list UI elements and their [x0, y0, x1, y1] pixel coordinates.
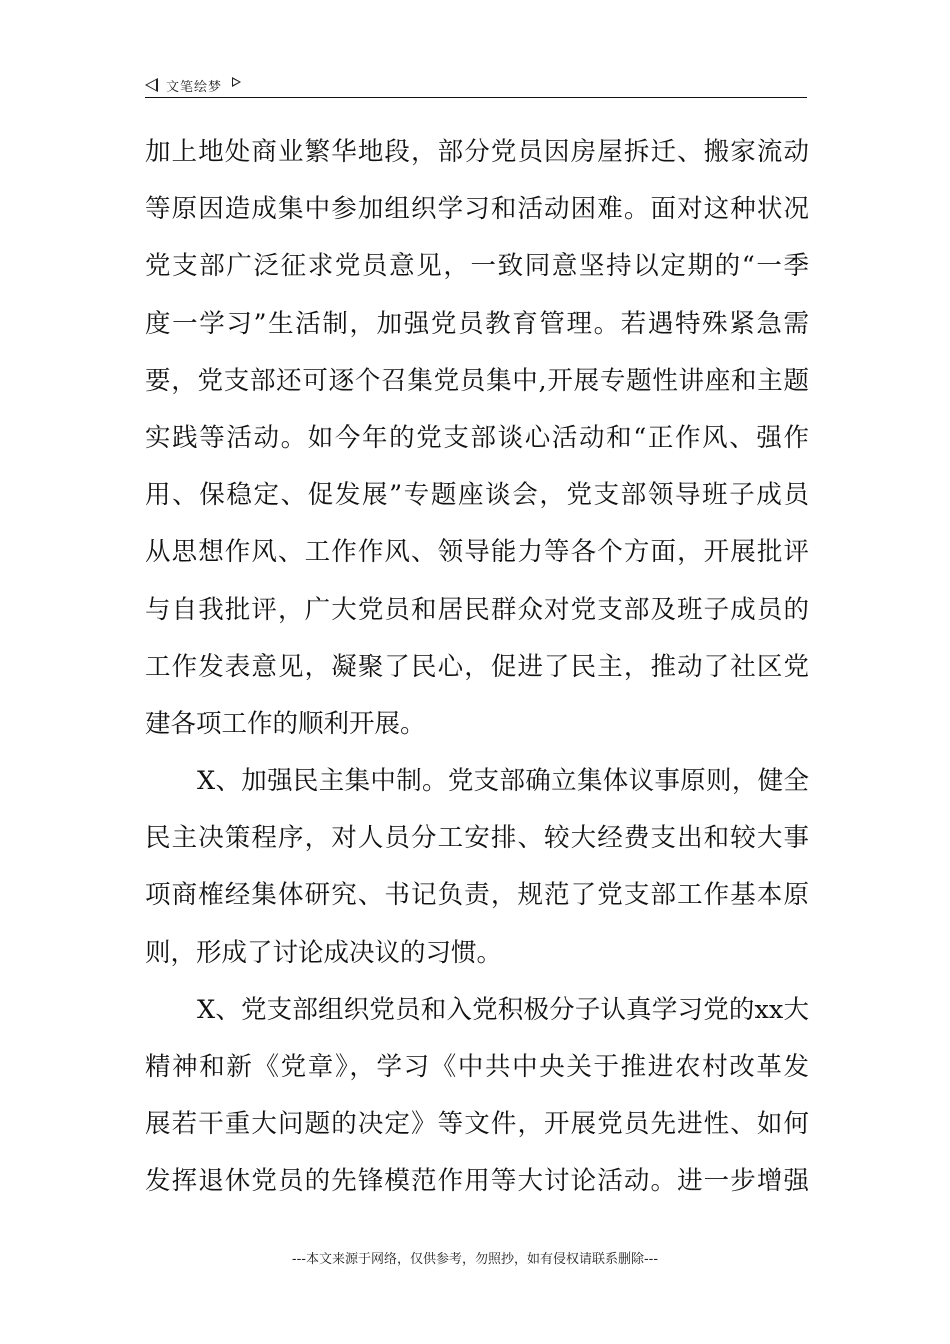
text-line: 加上地处商业繁华地段，部分党员因房屋拆迁、搬家流动 — [145, 137, 809, 167]
header-divider — [145, 97, 807, 98]
text-line: 实践等活动。如今年的党支部谈心活动和“正作风、强作 — [145, 422, 809, 453]
text-line: 要，党支部还可逐个召集党员集中,开展专题性讲座和主题 — [145, 365, 809, 396]
text-line: 党支部广泛征求党员意见，一致同意坚持以定期的“一季 — [145, 251, 809, 282]
text-line: 发挥退休党员的先锋模范作用等大讨论活动。进一步增强 — [145, 1166, 809, 1197]
text-line: 等原因造成集中参加组织学习和活动困难。面对这种状况 — [145, 194, 809, 225]
text-line: 从思想作风、工作作风、领导能力等各个方面，开展批评 — [145, 537, 809, 568]
page-header — [145, 74, 807, 98]
text-line: 工作发表意见，凝聚了民心，促进了民主，推动了社区党 — [145, 651, 809, 682]
paragraph-start-line: X、加强民主集中制。党支部确立集体议事原则，健全 — [197, 766, 809, 797]
paragraph-start-line: X、党支部组织党员和入党积极分子认真学习党的xx大 — [197, 994, 809, 1025]
triangle-right-icon — [232, 77, 241, 87]
text-line: 精神和新《党章》，学习《中共中央关于推进农村改革发 — [145, 1052, 809, 1082]
text-line: 用、保稳定、促发展”专题座谈会，党支部领导班子成员 — [145, 480, 809, 511]
document-body — [145, 124, 809, 1211]
text-line: 民主决策程序，对人员分工安排、较大经费支出和较大事 — [145, 823, 809, 854]
text-line: 项商榷经集体研究、书记负责，规范了党支部工作基本原 — [145, 880, 809, 911]
text-line: 度一学习”生活制，加强党员教育管理。若遇特殊紧急需 — [145, 308, 809, 339]
header-brand: 文笔绘梦 — [166, 79, 223, 95]
footer-disclaimer: ---本文来源于网络，仅供参考，勿照抄，如有侵权请联系删除--- — [291, 1252, 659, 1267]
text-line: 与自我批评，广大党员和居民群众对党支部及班子成员的 — [145, 594, 809, 625]
text-line: 建各项工作的顺利开展。 — [145, 708, 426, 739]
triangle-left-icon — [145, 78, 158, 92]
text-line: 则，形成了讨论成决议的习惯。 — [145, 937, 503, 968]
text-line: 展若干重大问题的决定》等文件，开展党员先进性、如何 — [145, 1109, 809, 1140]
